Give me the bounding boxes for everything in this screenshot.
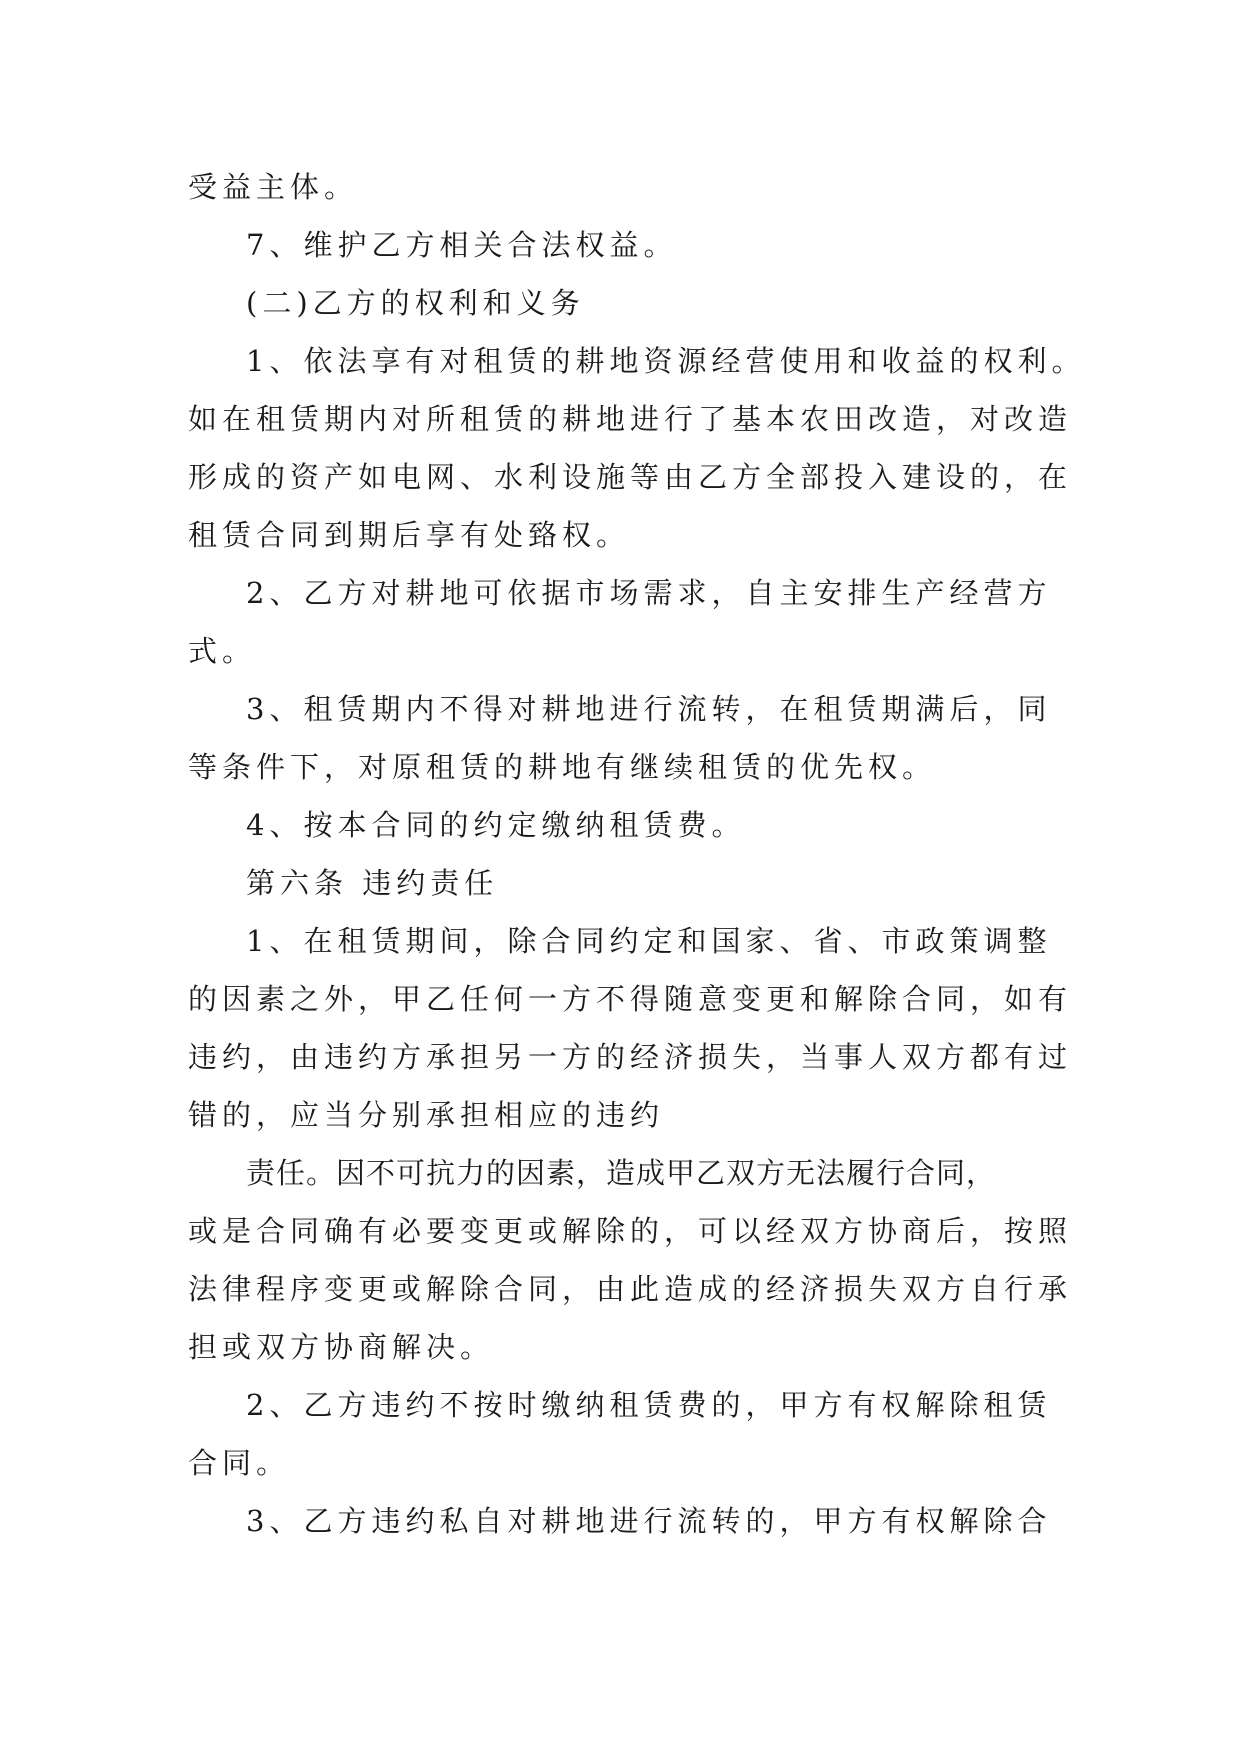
paragraph-line: 违约，由违约方承担另一方的经济损失，当事人双方都有过 [188,1040,1073,1074]
paragraph-line: 1、依法享有对租赁的耕地资源经营使用和收益的权利。 [246,344,1086,378]
paragraph-line: 的因素之外，甲乙任何一方不得随意变更和解除合同，如有 [188,982,1073,1016]
paragraph-line: 如在租赁期内对所租赁的耕地进行了基本农田改造，对改造 [188,402,1073,436]
paragraph-line: 合同。 [188,1446,291,1480]
paragraph-line: 错的，应当分别承担相应的违约 [188,1098,665,1132]
paragraph-line: 等条件下，对原租赁的耕地有继续租赁的优先权。 [188,750,937,784]
paragraph-line: 或是合同确有必要变更或解除的，可以经双方协商后，按照 [188,1214,1073,1248]
article-heading: 第六条 违约责任 [246,866,499,900]
paragraph-line: 担或双方协商解决。 [188,1330,495,1364]
paragraph-line: 式。 [188,634,257,668]
paragraph-line: 3、租赁期内不得对耕地进行流转，在租赁期满后，同 [246,692,1052,726]
paragraph-line: 7、维护乙方相关合法权益。 [246,228,678,262]
paragraph-line: 1、在租赁期间，除合同约定和国家、省、市政策调整 [246,924,1052,958]
document-body [188,158,1086,1550]
section-heading: (二)乙方的权利和义务 [246,286,585,320]
paragraph-line: 4、按本合同的约定缴纳租赁费。 [246,808,746,842]
paragraph-line: 2、乙方对耕地可依据市场需求，自主安排生产经营方 [246,576,1052,610]
paragraph-line: 3、乙方违约私自对耕地进行流转的，甲方有权解除合 [246,1504,1052,1538]
paragraph-line: 法律程序变更或解除合同，由此造成的经济损失双方自行承 [188,1272,1073,1306]
paragraph-line: 责任。因不可抗力的因素，造成甲乙双方无法履行合同， [246,1156,997,1190]
paragraph-line: 受益主体。 [188,170,359,204]
paragraph-line: 2、乙方违约不按时缴纳租赁费的，甲方有权解除租赁 [246,1388,1052,1422]
paragraph-line: 租赁合同到期后享有处臵权。 [188,518,631,552]
paragraph-line: 形成的资产如电网、水利设施等由乙方全部投入建设的，在 [188,460,1073,494]
